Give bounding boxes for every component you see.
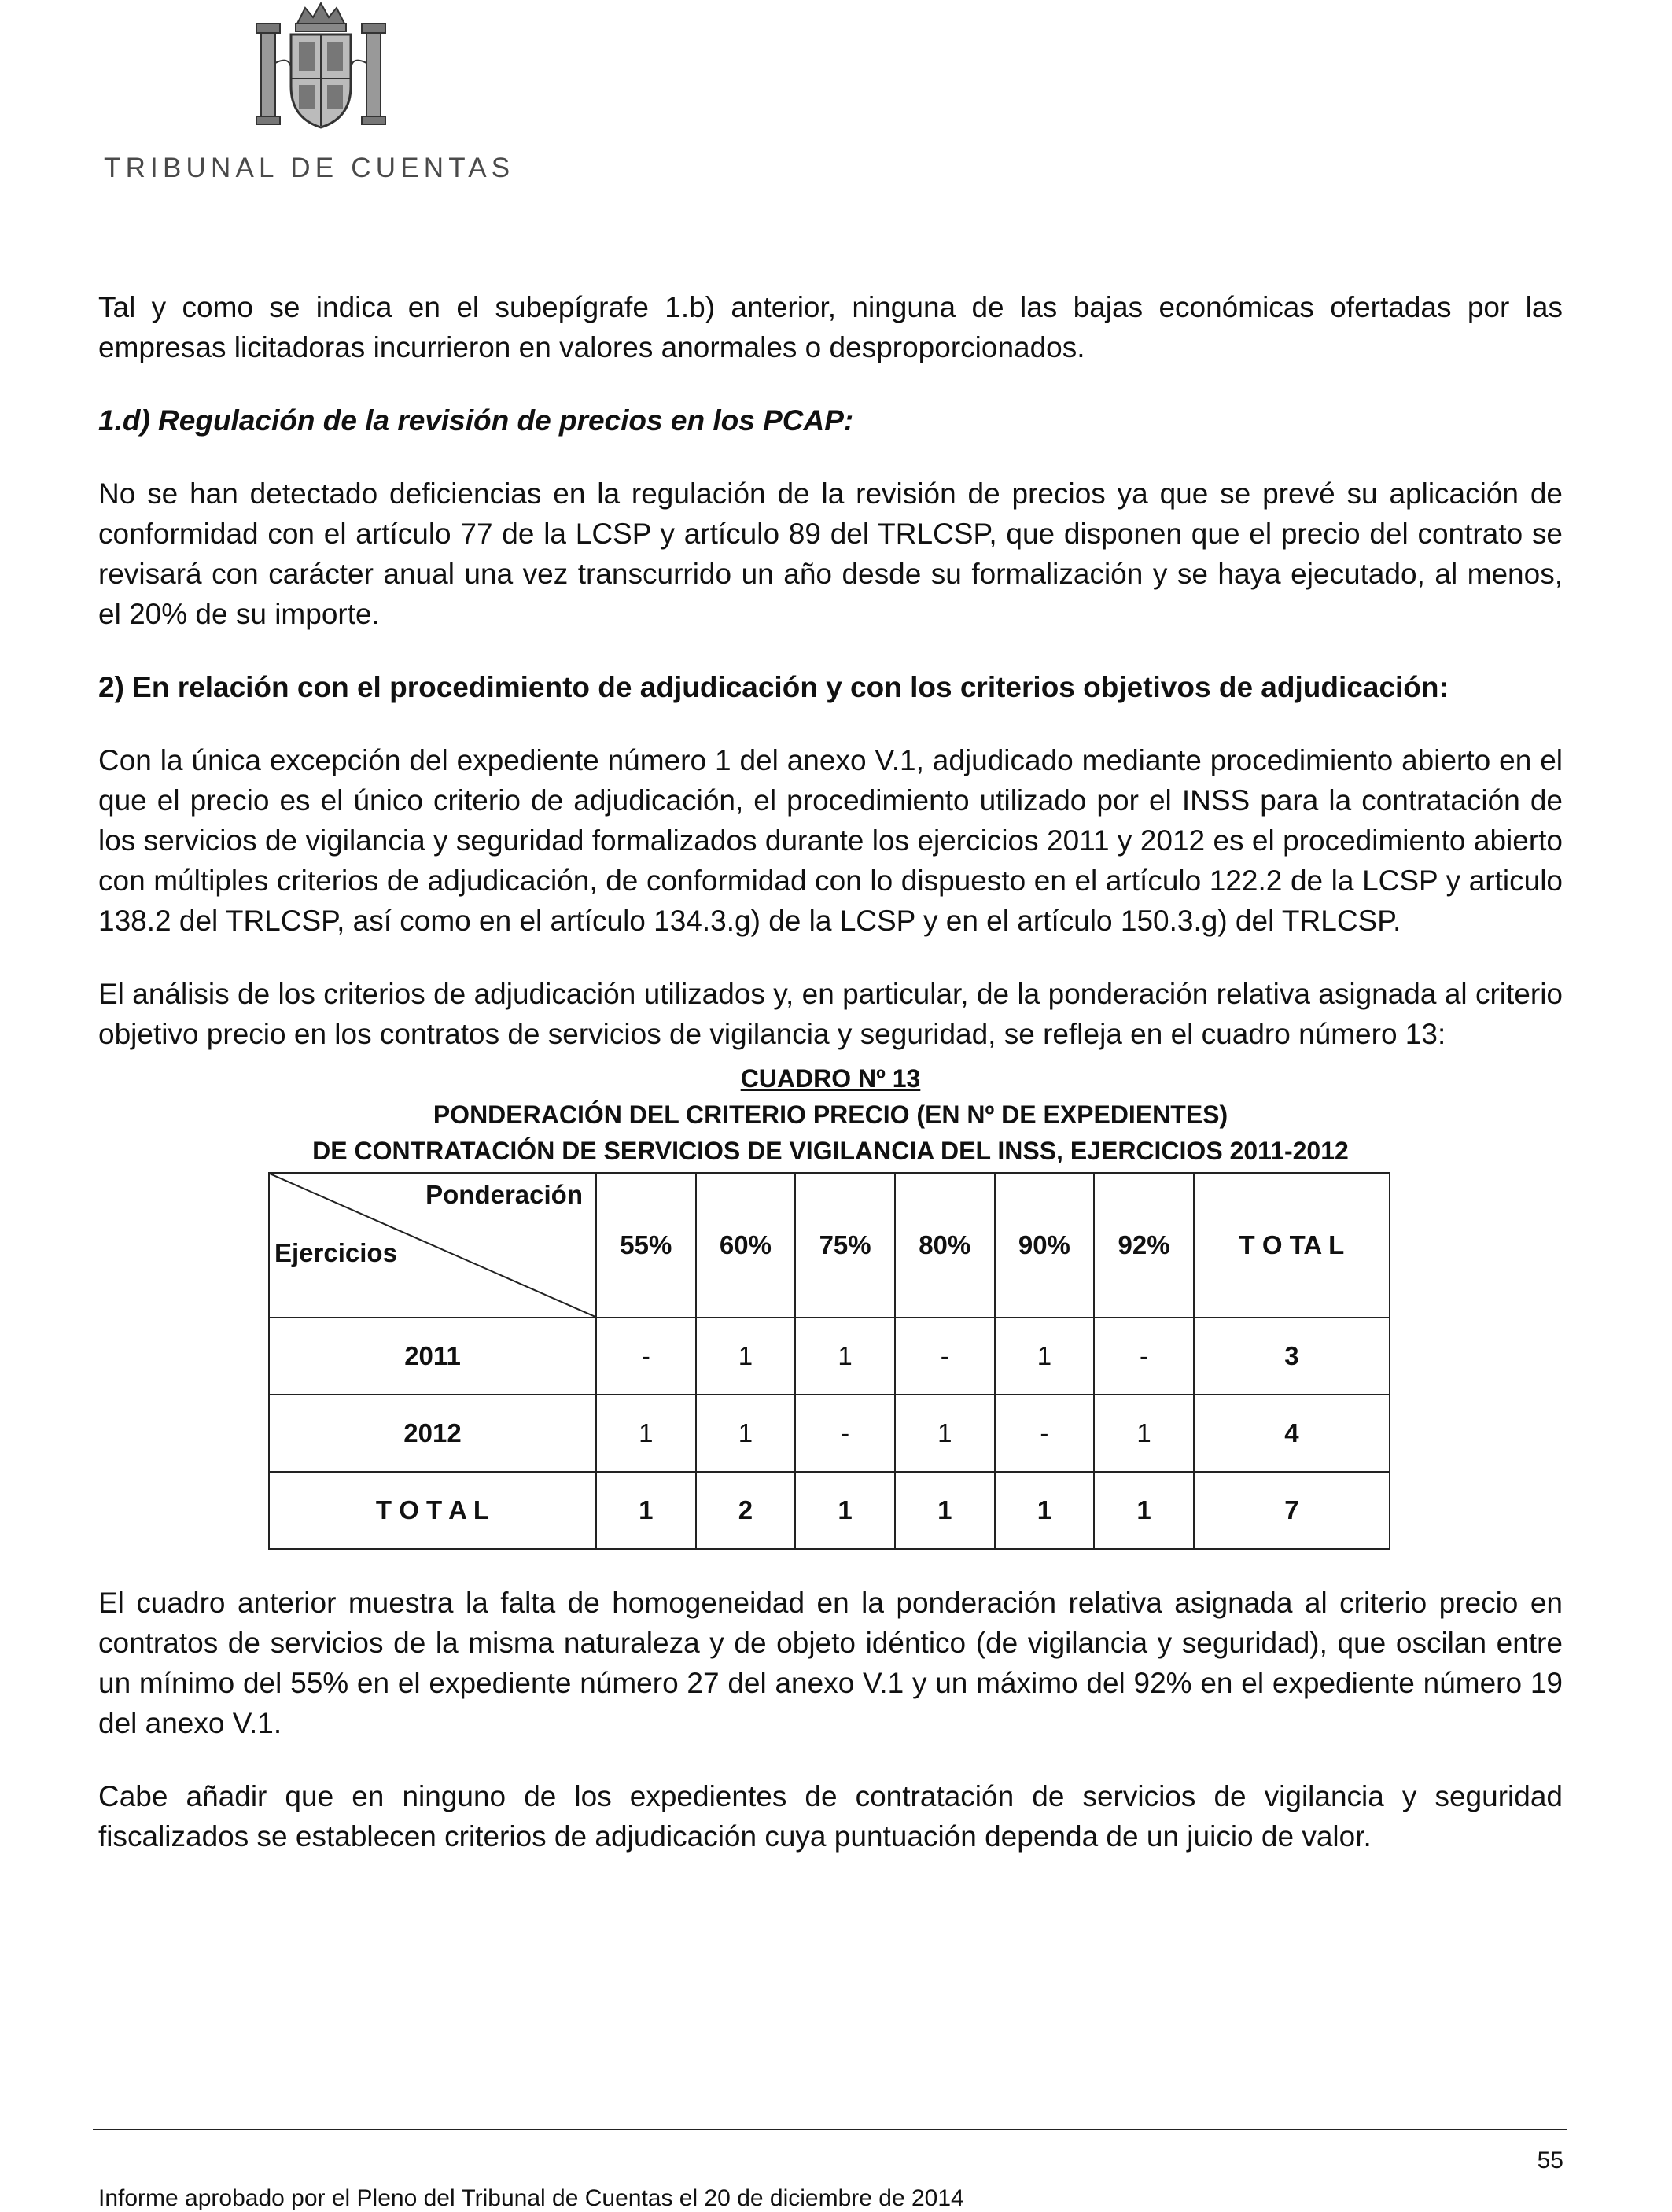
- paragraph-procedimiento: Con la única excepción del expediente número 1 del anexo V.1, adjudicado mediante procedimiento abierto en el que el precio es el único criterio de adjudicación, el procedimiento utilizado por el INSS para la contratación de los servicios de vigilancia y seguridad formalizados durante los ejercicios 2011 y 2012 es el procedimiento abierto con múltiples criterios de adjudicación, de conformidad con lo dispuesto en el artículo 122.2 de la LCSP y articulo 138.2 del TRLCSP, así como en el artículo 134.3.g) de la LCSP y en el artículo 150.3.g) del TRLCSP.: [98, 744, 1563, 937]
- column-header: 75%: [795, 1173, 895, 1318]
- table-title: CUADRO Nº 13: [740, 1064, 921, 1093]
- ponderacion-table: [268, 1172, 1390, 1550]
- table-cell: -: [995, 1395, 1095, 1472]
- table-cell: 1: [1094, 1472, 1194, 1549]
- table-cell: -: [895, 1318, 995, 1395]
- corner-label-ejercicios: Ejercicios: [274, 1238, 397, 1267]
- table-cell-total: 7: [1194, 1472, 1390, 1549]
- paragraph-juicio-valor: Cabe añadir que en ninguno de los expedientes de contratación de servicios de vigilancia y seguridad fiscalizados se establecen criterios de adjudicación cuya puntuación dependa de un juicio de valor.: [98, 1780, 1563, 1853]
- page-number: 55: [1537, 2147, 1563, 2173]
- table-total-row: [269, 1472, 1390, 1549]
- table-cell: 1: [596, 1472, 696, 1549]
- row-label: T O T A L: [269, 1472, 596, 1549]
- table-row: [269, 1318, 1390, 1395]
- heading-revision-precios: 1.d) Regulación de la revisión de precios en los PCAP:: [98, 404, 854, 437]
- table-row: [269, 1395, 1390, 1472]
- column-header: 60%: [696, 1173, 796, 1318]
- table-subtitle-2: DE CONTRATACIÓN DE SERVICIOS DE VIGILANCIA DEL INSS, EJERCICIOS 2011-2012: [312, 1137, 1349, 1165]
- table-header-row: [269, 1173, 1390, 1318]
- paragraph-revision-precios: No se han detectado deficiencias en la regulación de la revisión de precios ya que se prevé su aplicación de conformidad con el artículo 77 de la LCSP y artículo 89 del TRLCSP, que disponen que el precio del contrato se revisará con carácter anual una vez transcurrido un año desde su formalización y se haya ejecutado, al menos, el 20% de su importe.: [98, 477, 1563, 630]
- table-cell-total: 3: [1194, 1318, 1390, 1395]
- column-header: T O TA L: [1194, 1173, 1390, 1318]
- table-cell: 1: [895, 1472, 995, 1549]
- coat-of-arms-icon: [250, 0, 392, 140]
- column-header: 55%: [596, 1173, 696, 1318]
- footer-approval-note: Informe aprobado por el Pleno del Tribunal de Cuentas el 20 de diciembre de 2014: [98, 2185, 964, 2211]
- table-cell: 1: [795, 1318, 895, 1395]
- table-cell: 1: [895, 1395, 995, 1472]
- paragraph-bajas: Tal y como se indica en el subepígrafe 1.b) anterior, ninguna de las bajas económicas ofertadas por las empresas licitadoras incurrieron en valores anormales o desproporcionados.: [98, 291, 1563, 363]
- document-body: [98, 287, 1563, 1856]
- table-cell-total: 4: [1194, 1395, 1390, 1472]
- table-cell: 1: [795, 1472, 895, 1549]
- heading-procedimiento: 2) En relación con el procedimiento de adjudicación y con los criterios objetivos de adjudicación:: [98, 671, 1449, 703]
- table-cell: 1: [696, 1395, 796, 1472]
- table-cell: -: [795, 1395, 895, 1472]
- paragraph-analisis: El análisis de los criterios de adjudicación utilizados y, en particular, de la ponderación relativa asignada al criterio objetivo precio en los contratos de servicios de vigilancia y seguridad, se refleja en el cuadro número 13:: [98, 978, 1563, 1050]
- table-cell: -: [1094, 1318, 1194, 1395]
- row-label: 2012: [269, 1395, 596, 1472]
- footer-divider: [93, 2129, 1567, 2130]
- table-cell: 1: [696, 1318, 796, 1395]
- table-cell: 2: [696, 1472, 796, 1549]
- column-header: 90%: [995, 1173, 1095, 1318]
- table-cell: 1: [1094, 1395, 1194, 1472]
- row-label: 2011: [269, 1318, 596, 1395]
- paragraph-homogeneidad: El cuadro anterior muestra la falta de homogeneidad en la ponderación relativa asignada al criterio precio en contratos de servicios de la misma naturaleza y de objeto idéntico (de vigilancia y seguridad), que oscilan entre un mínimo del 55% en el expediente número 27 del anexo V.1 y un máximo del 92% en el expediente número 19 del anexo V.1.: [98, 1587, 1563, 1739]
- column-header: 92%: [1094, 1173, 1194, 1318]
- table-corner-cell: [269, 1173, 596, 1318]
- table-caption: [98, 1060, 1563, 1169]
- organization-name: TRIBUNAL DE CUENTAS: [104, 153, 515, 183]
- table-cell: 1: [995, 1318, 1095, 1395]
- corner-label-ponderacion: Ponderación: [425, 1180, 583, 1209]
- table-cell: 1: [596, 1395, 696, 1472]
- table-subtitle-1: PONDERACIÓN DEL CRITERIO PRECIO (EN Nº DE EXPEDIENTES): [433, 1100, 1228, 1129]
- table-cell: -: [596, 1318, 696, 1395]
- table-cell: 1: [995, 1472, 1095, 1549]
- column-header: 80%: [895, 1173, 995, 1318]
